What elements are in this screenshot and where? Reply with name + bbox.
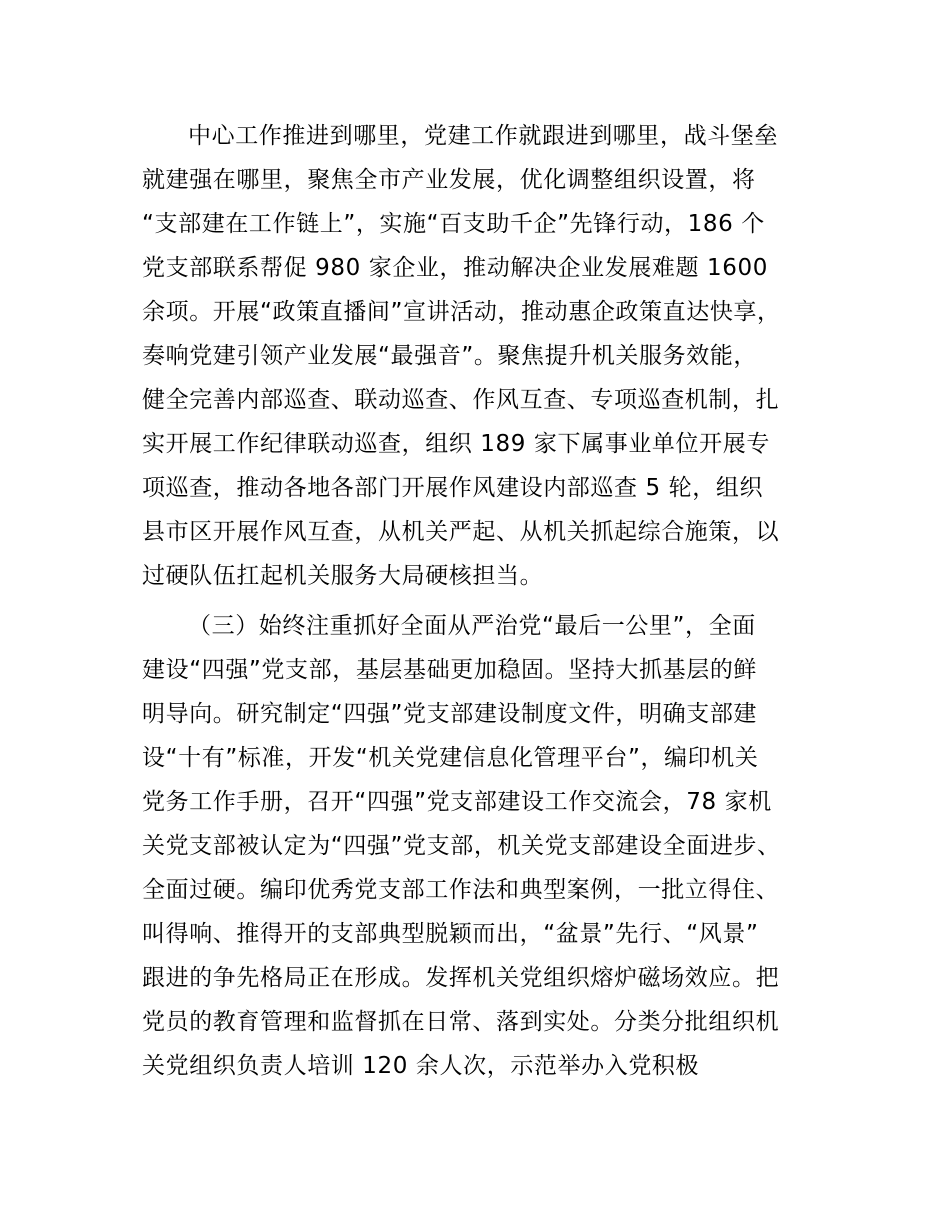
text-line: “支部建在工作链上”，实施“百支助千企”先锋行动，186 个 <box>142 211 765 237</box>
text-line: 过硬队伍扛起机关服务大局硬核担当。 <box>142 563 544 589</box>
text-line: 奏响党建引领产业发展“最强音”。聚焦提升机关服务效能， <box>142 343 758 369</box>
text-line: 建设“四强”党支部，基层基础更加稳固。坚持大抓基层的鲜 <box>142 657 758 683</box>
text-line: 项巡查，推动各地各部门开展作风建设内部巡查 5 轮，组织 <box>142 475 764 501</box>
text-line: 叫得响、推得开的支部典型脱颖而出，“盆景”先行、“风景” <box>142 921 759 947</box>
text-line: 跟进的争先格局正在形成。发挥机关党组织熔炉磁场效应。把 <box>142 965 780 991</box>
text-line: 党员的教育管理和监督抓在日常、落到实处。分类分批组织机 <box>142 1009 780 1035</box>
text-line: 健全完善内部巡查、联动巡查、作风互查、专项巡查机制，扎 <box>142 387 780 413</box>
text-line: 县市区开展作风互查，从机关严起、从机关抓起综合施策，以 <box>142 519 780 545</box>
text-line: 中心工作推进到哪里，党建工作就跟进到哪里，战斗堡垒 <box>188 123 778 149</box>
text-line: 明导向。研究制定“四强”党支部建设制度文件，明确支部建 <box>142 701 758 727</box>
text-line: 实开展工作纪律联动巡查，组织 189 家下属事业单位开展专 <box>142 431 770 457</box>
text-line: 关党支部被认定为“四强”党支部，机关党支部建设全面进步、 <box>142 833 781 859</box>
text-line: 余项。开展“政策直播间”宣讲活动，推动惠企政策直达快享， <box>142 299 781 325</box>
text-line: 党支部联系帮促 980 家企业，推动解决企业发展难题 1600 <box>142 255 768 281</box>
text-line: 全面过硬。编印优秀党支部工作法和典型案例，一批立得住、 <box>142 877 780 903</box>
text-line: 党务工作手册，召开“四强”党支部建设工作交流会，78 家机 <box>142 789 772 815</box>
text-line: 关党组织负责人培训 120 余人次，示范举办入党积极 <box>142 1053 700 1079</box>
text-line: 就建强在哪里，聚焦全市产业发展，优化调整组织设置，将 <box>142 167 756 193</box>
text-line: 设“十有”标准，开发“机关党建信息化管理平台”，编印机关 <box>142 745 759 771</box>
text-line: （三）始终注重抓好全面从严治党“最后一公里”，全面 <box>188 613 756 639</box>
